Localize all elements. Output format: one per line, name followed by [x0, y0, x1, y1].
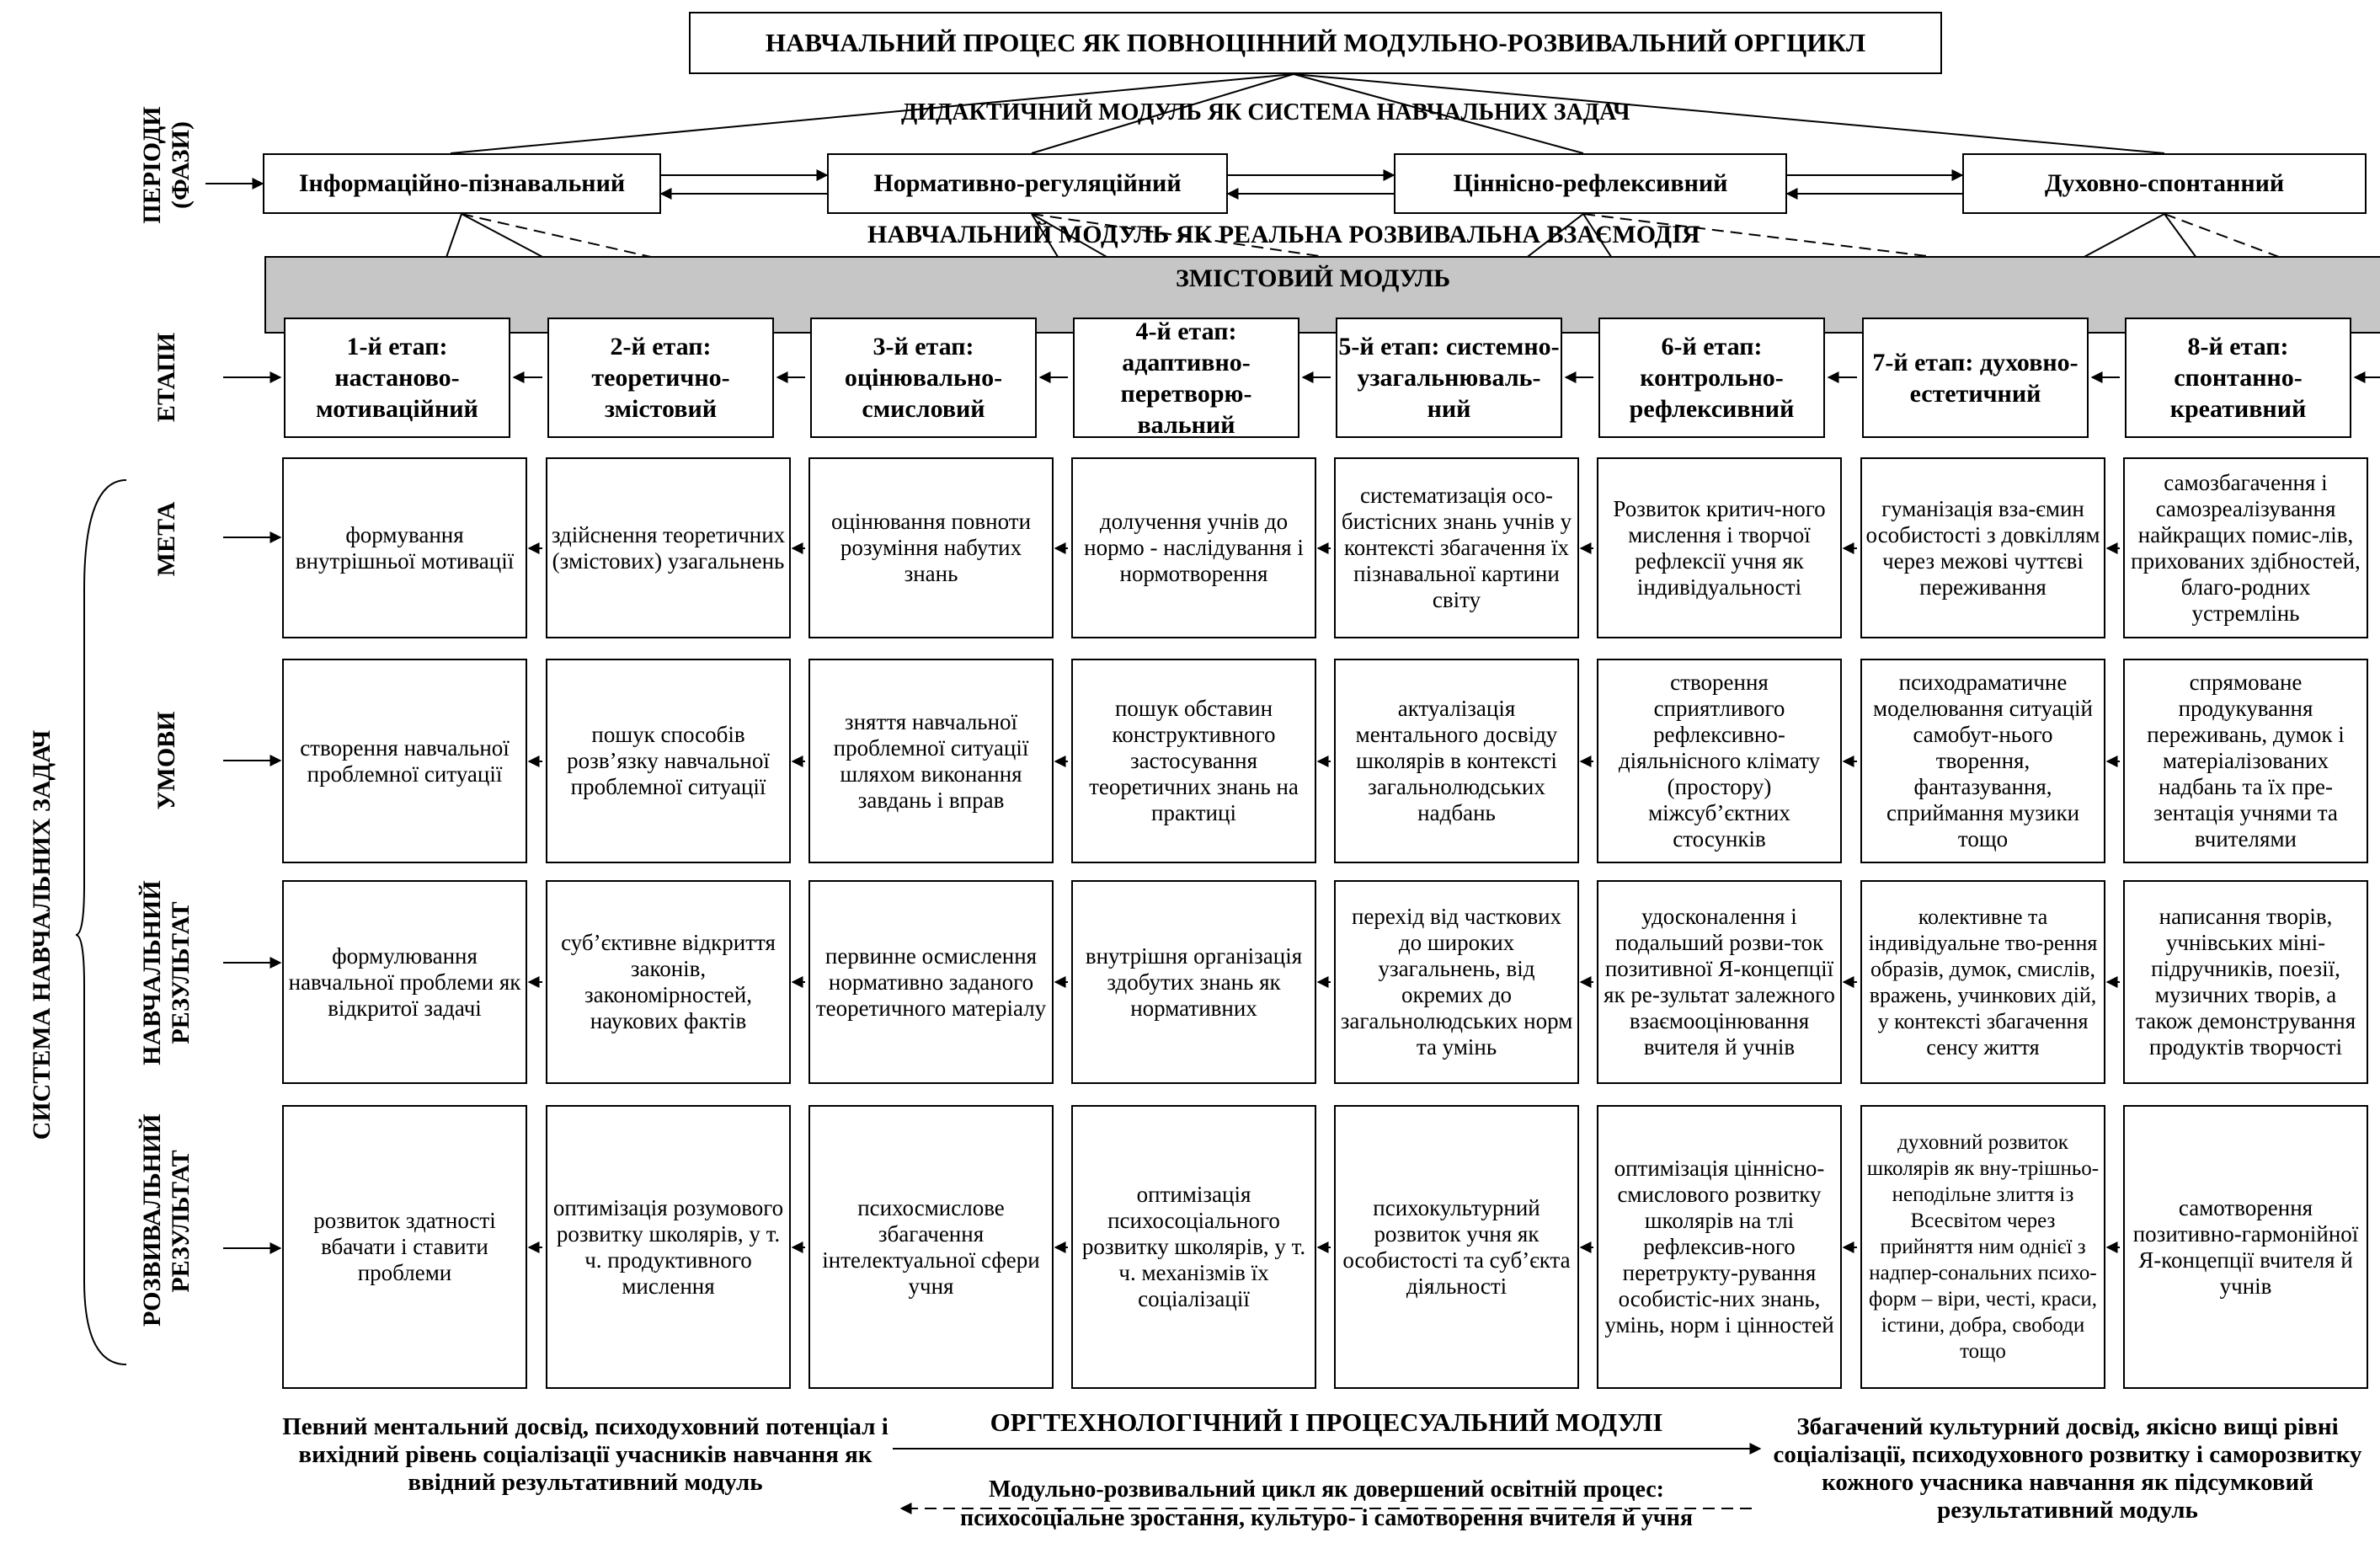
stage-3: 3-й етап: оцінювально-смисловий	[810, 318, 1037, 438]
learning-module-label: НАВЧАЛЬНИЙ МОДУЛЬ ЯК РЕАЛЬНА РОЗВИВАЛЬНА ВЗАЄМОДІЯ	[867, 221, 1700, 248]
developmental-result-cell-4: оптимізація психосоціального розвитку школярів, у т. ч. механізмів їх соціалізації	[1071, 1105, 1316, 1389]
learning-result-cell-7: колективне та індивідуальне тво-рення образів, думок, смислів, вражень, учинкових дій, у контексті збагачення сенсу життя	[1860, 880, 2105, 1084]
developmental-result-cell-8: самотворення позитивно-гармонійної Я-концепції вчителя й учнів	[2123, 1105, 2368, 1389]
stage-1: 1-й етап: настаново-мотиваційний	[284, 318, 510, 438]
goal-cell-1: формування внутрішньої мотивації	[282, 457, 527, 638]
goal-cell-8: самозбагачення і самозреалізування найкращих помис-лів, прихованих здібностей, благо-родних устремлінь	[2123, 457, 2368, 638]
row-label-periods: ПЕРІОДИ (ФАЗИ)	[138, 106, 195, 224]
developmental-result-cell-6: оптимізація ціннісно-смислового розвитку школярів на тлі рефлексив-ного перетрукту-рування особистіс-них знань, умінь, норм і цінностей	[1597, 1105, 1842, 1389]
conditions-cell-2: пошук способів розв’язку навчальної проблемної ситуації	[546, 659, 791, 863]
stage-8: 8-й етап: спонтанно-креативний	[2125, 318, 2351, 438]
stage-6: 6-й етап: контрольно-рефлексивний	[1598, 318, 1825, 438]
row-label-goal: МЕТА	[152, 501, 180, 577]
goal-cell-4: долучення учнів до нормо - наслідування і нормотворення	[1071, 457, 1316, 638]
stage-5: 5-й етап: системно-узагальнюваль-ний	[1336, 318, 1562, 438]
stage-7: 7-й етап: духовно-естетичний	[1862, 318, 2089, 438]
learning-result-cell-8: написання творів, учнівських міні-підручників, поезії, музичних творів, а також демонстрування продуктів творчості	[2123, 880, 2368, 1084]
learning-result-cell-2: суб’єктивне відкриття законів, закономірностей, наукових фактів	[546, 880, 791, 1084]
footer-input-module: Певний ментальний досвід, психодуховний потенціал і вихідний рівень соціалізації учасників навчання як ввідний результативний модуль	[282, 1413, 888, 1496]
goal-cell-3: оцінювання повноти розуміння набутих знань	[808, 457, 1054, 638]
content-module-label: ЗМІСТОВИЙ МОДУЛЬ	[1176, 264, 1451, 292]
row-label-stages: ЕТАПИ	[152, 332, 180, 423]
conditions-cell-3: зняття навчальної проблемної ситуації шляхом виконання завдань і вправ	[808, 659, 1054, 863]
system-label: СИСТЕМА НАВЧАЛЬНИХ ЗАДАЧ	[28, 729, 56, 1140]
developmental-result-cell-5: психокультурний розвиток учня як особистості та суб’єкта діяльності	[1334, 1105, 1579, 1389]
footer-cycle-line-2: психосоціальне зростання, культуро- і самотворення вчителя й учня	[959, 1505, 1694, 1531]
row-label-conditions: УМОВИ	[152, 711, 180, 810]
goal-cell-5: систематизація осо-бистісних знань учнів у контексті збагачення їх пізнавальної картини світу	[1334, 457, 1579, 638]
learning-result-cell-3: первинне осмислення нормативно заданого теоретичного матеріалу	[808, 880, 1054, 1084]
footer-technological-module: ОРГТЕХНОЛОГІЧНИЙ І ПРОЦЕСУАЛЬНИЙ МОДУЛІ	[990, 1407, 1663, 1437]
footer-output-module: Збагачений культурний досвід, якісно вищі рівні соціалізації, психодуховного розвитку і саморозвитку кожного учасника навчання як підсумковий результативний модуль	[1773, 1413, 2362, 1524]
learning-result-cell-5: перехід від часткових до широких узагальнень, від окремих до загальнолюдських норм та умінь	[1334, 880, 1579, 1084]
row-label-learning-result: НАВЧАЛЬНИЙ РЕЗУЛЬТАТ	[138, 880, 195, 1065]
goal-cell-6: Розвиток критич-ного мислення і творчої рефлексії учня як індивідуальності	[1597, 457, 1842, 638]
learning-result-cell-6: удосконалення і подальший розви-ток позитивної Я-концепції як ре-зультат залежного взаємооцінювання вчителя й учнів	[1597, 880, 1842, 1084]
phase-value-reflexive: Ціннісно-рефлексивний	[1394, 153, 1787, 214]
learning-result-cell-4: внутрішня організація здобутих знань як нормативних	[1071, 880, 1316, 1084]
conditions-cell-4: пошук обставин конструктивного застосування теоретичних знань на практиці	[1071, 659, 1316, 863]
developmental-result-cell-3: психосмислове збагачення інтелектуальної сфери учня	[808, 1105, 1054, 1389]
conditions-cell-7: психодраматичне моделювання ситуацій самобут-нього творення, фантазування, сприймання музики тощо	[1860, 659, 2105, 863]
phase-normative: Нормативно-регуляційний	[827, 153, 1228, 214]
stage-4: 4-й етап: адаптивно-перетворю-вальний	[1073, 318, 1299, 438]
conditions-cell-1: створення навчальної проблемної ситуації	[282, 659, 527, 863]
conditions-cell-8: спрямоване продукування переживань, думок і матеріалізованих надбань та їх пре-зентація учнями та вчителями	[2123, 659, 2368, 863]
learning-result-cell-1: формулювання навчальної проблеми як відкритої задачі	[282, 880, 527, 1084]
developmental-result-cell-7: духовний розвиток школярів як вну-трішньо-неподільне злиття із Всесвітом через прийняття ним однієї з надпер-сональних психо-форм – віри, честі, краси, істини, добра, свободи тощо	[1860, 1105, 2105, 1389]
didactic-module-label: ДИДАКТИЧНИЙ МОДУЛЬ ЯК СИСТЕМА НАВЧАЛЬНИХ ЗАДАЧ	[901, 99, 1630, 125]
conditions-cell-5: актуалізація ментального досвіду школярів в контексті загальнолюдських надбань	[1334, 659, 1579, 863]
footer-cycle-line-1: Модульно-розвивальний цикл як довершений освітній процес:	[989, 1476, 1664, 1503]
phase-spiritual: Духовно-спонтанний	[1962, 153, 2367, 214]
diagram-title: НАВЧАЛЬНИЙ ПРОЦЕС ЯК ПОВНОЦІННИЙ МОДУЛЬНО-РОЗВИВАЛЬНИЙ ОРГЦИКЛ	[689, 12, 1942, 74]
row-label-developmental-result: РОЗВИВАЛЬНИЙ РЕЗУЛЬТАТ	[138, 1113, 195, 1327]
goal-cell-2: здійснення теоретичних (змістових) узагальнень	[546, 457, 791, 638]
conditions-cell-6: створення сприятливого рефлексивно-діяльнісного клімату (простору) міжсуб’єктних стосунків	[1597, 659, 1842, 863]
stage-2: 2-й етап: теоретично-змістовий	[547, 318, 774, 438]
phase-informational: Інформаційно-пізнавальний	[263, 153, 661, 214]
developmental-result-cell-1: розвиток здатності вбачати і ставити проблеми	[282, 1105, 527, 1389]
goal-cell-7: гуманізація вза-ємин особистості з довкіллям через межові чуттєві переживання	[1860, 457, 2105, 638]
developmental-result-cell-2: оптимізація розумового розвитку школярів, у т. ч. продуктивного мислення	[546, 1105, 791, 1389]
